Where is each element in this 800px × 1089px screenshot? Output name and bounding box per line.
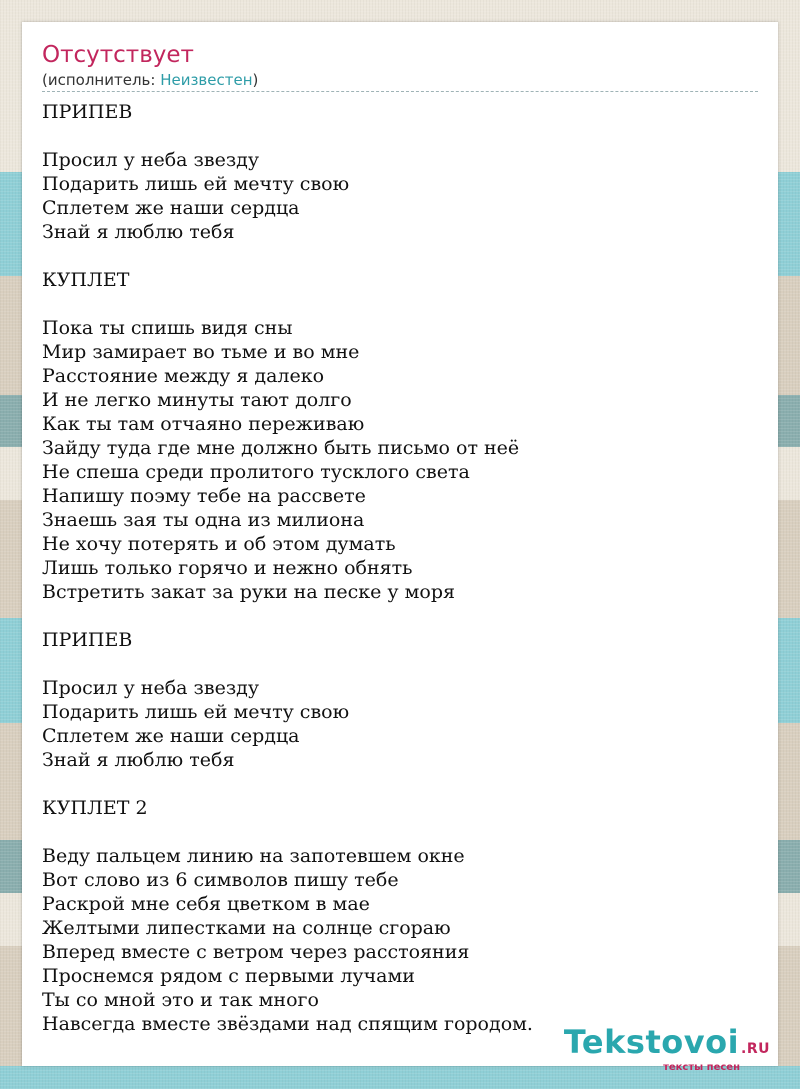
lyric-line: Знай я люблю тебя: [42, 749, 235, 771]
lyric-blank-line: [42, 124, 758, 148]
lyric-line: Пока ты спишь видя сны: [42, 317, 293, 339]
lyric-line: Подарить лишь ей мечту свою: [42, 173, 350, 195]
lyric-line: Вот слово из 6 символов пишу тебе: [42, 869, 399, 891]
lyric-line: Мир замирает во тьме и во мне: [42, 341, 360, 363]
lyric-line: Ты со мной это и так много: [42, 989, 319, 1011]
artist-link[interactable]: Неизвестен: [160, 71, 253, 89]
lyric-blank-line: [42, 772, 758, 796]
lyric-line: Веду пальцем линию на запотевшем окне: [42, 845, 465, 867]
lyric-line: Зайду туда где мне должно быть письмо от неё: [42, 437, 520, 459]
lyric-line: Желтыми липестками на солнце сгораю: [42, 917, 451, 939]
lyric-line: Навсегда вместе звёздами над спящим городом.: [42, 1013, 533, 1035]
lyric-line: Вперед вместе с ветром через расстояния: [42, 941, 470, 963]
site-logo[interactable]: [563, 1023, 770, 1073]
lyrics-text: [42, 100, 758, 1036]
lyric-blank-line: [42, 604, 758, 628]
lyrics-card: [22, 22, 778, 1066]
lyric-blank-line: [42, 244, 758, 268]
logo-tagline: тексты песен: [663, 1062, 740, 1073]
lyric-blank-line: [42, 652, 758, 676]
lyric-blank-line: [42, 292, 758, 316]
logo-name: Tekstovoi: [563, 1023, 740, 1061]
artist-suffix: ): [252, 71, 259, 89]
lyric-line: Просил у неба звезду: [42, 677, 260, 699]
artist-line: [42, 70, 758, 92]
lyric-line: Знай я люблю тебя: [42, 221, 235, 243]
lyric-blank-line: [42, 820, 758, 844]
lyric-line: Встретить закат за руки на песке у моря: [42, 581, 456, 603]
logo-wordmark: [563, 1023, 770, 1065]
lyric-line: Раскрой мне себя цветком в мае: [42, 893, 370, 915]
artist-prefix: (исполнитель:: [42, 71, 161, 89]
lyric-line: Как ты там отчаяно переживаю: [42, 413, 365, 435]
lyric-line: Не хочу потерять и об этом думать: [42, 533, 396, 555]
lyric-line: Сплетем же наши сердца: [42, 197, 300, 219]
lyric-line: ПРИПЕВ: [42, 629, 133, 651]
lyric-line: КУПЛЕТ: [42, 269, 130, 291]
lyric-line: Просил у неба звезду: [42, 149, 260, 171]
lyric-line: Не спеша среди пролитого тусклого света: [42, 461, 470, 483]
lyric-line: Расстояние между я далеко: [42, 365, 325, 387]
lyric-line: И не легко минуты тают долго: [42, 389, 352, 411]
lyric-line: ПРИПЕВ: [42, 101, 133, 123]
lyric-line: Проснемся рядом с первыми лучами: [42, 965, 415, 987]
lyric-line: КУПЛЕТ 2: [42, 797, 148, 819]
lyric-line: Напишу поэму тебе на рассвете: [42, 485, 366, 507]
lyric-line: Сплетем же наши сердца: [42, 725, 300, 747]
logo-tld: .RU: [741, 1041, 770, 1057]
lyric-line: Подарить лишь ей мечту свою: [42, 701, 350, 723]
lyric-line: Лишь только горячо и нежно обнять: [42, 557, 413, 579]
lyric-line: Знаешь зая ты одна из милиона: [42, 509, 365, 531]
song-title: Отсутствует: [42, 42, 194, 68]
